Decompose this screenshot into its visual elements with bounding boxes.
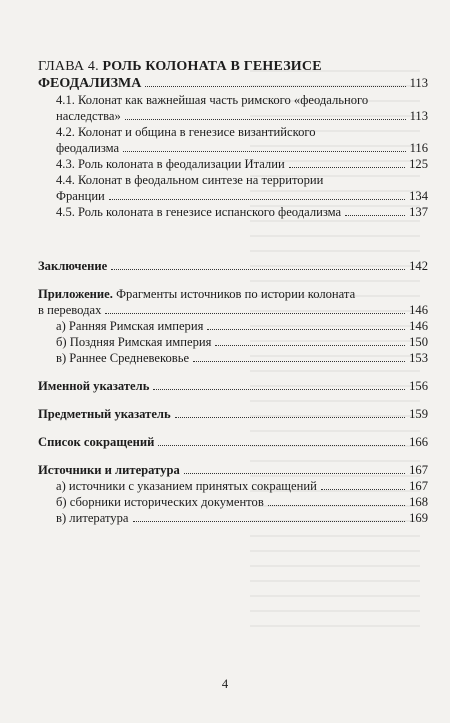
entry-text-cont: феодализма [56,141,120,155]
entry-text: Предметный указатель [38,407,171,421]
chapter-title-line2: ФЕОДАЛИЗМА [38,76,142,91]
leader-dots [145,86,405,87]
toc-entry-4-5 [38,204,428,220]
toc-entry-4-2 [38,124,428,156]
leader-dots [123,151,405,152]
toc-entry-sources-c [38,510,428,526]
entry-text: 4.4. Колонат в феодальном синтезе на территории [56,173,324,187]
page-ref: 167 [409,463,428,477]
toc-entry-sources [38,462,428,478]
entry-text: Именной указатель [38,379,150,393]
leader-dots [109,199,405,200]
table-of-contents [38,58,428,526]
leader-dots [175,417,405,418]
entry-text: Заключение [38,259,108,273]
toc-entry-abbreviations [38,434,428,450]
entry-text: Список сокращений [38,435,155,449]
page-number: 4 [221,677,229,691]
toc-entry-sources-b [38,494,428,510]
appendix-label-bold: Приложение. [38,287,113,301]
entry-text: Источники и литература [38,463,180,477]
leader-dots [215,345,405,346]
page-ref: 167 [409,479,428,493]
leader-dots [289,167,405,168]
chapter-4-heading [38,58,428,75]
leader-dots [153,389,405,390]
page-ref: 146 [409,319,428,333]
leader-dots [193,361,405,362]
leader-dots [321,489,405,490]
page-ref: 166 [409,435,428,449]
leader-dots [105,313,405,314]
appendix-label-rest: Фрагменты источников по истории колоната [116,287,356,301]
entry-text-cont: наследства» [56,109,121,123]
toc-entry-4-4 [38,172,428,204]
entry-text: в) литература [56,511,129,525]
entry-text: а) источники с указанием принятых сокращений [56,479,317,493]
toc-entry-subject-index [38,406,428,422]
toc-entry-appendix [38,286,428,318]
entry-text-cont: в переводах [38,303,102,317]
page-ref: 156 [409,379,428,393]
page-ref: 113 [409,76,428,90]
page-ref: 159 [409,407,428,421]
chapter-prefix: ГЛАВА 4. [38,59,99,74]
toc-entry-appendix-b [38,334,428,350]
page-ref: 150 [409,335,428,349]
leader-dots [184,473,405,474]
toc-entry-4-3 [38,156,428,172]
entry-text: б) Поздняя Римская империя [56,335,212,349]
page-ref: 168 [409,495,428,509]
entry-text: б) сборники исторических документов [56,495,264,509]
entry-text: 4.5. Роль колоната в генезисе испанского феодализма [56,205,342,219]
entry-text: 4.1. Колонат как важнейшая часть римского «феодального [56,93,369,107]
chapter-title-line1: РОЛЬ КОЛОНАТА В ГЕНЕЗИСЕ [102,59,322,74]
toc-entry-appendix-a [38,318,428,334]
leader-dots [125,119,406,120]
toc-entry-sources-a [38,478,428,494]
toc-entry-name-index [38,378,428,394]
page-ref: 137 [409,205,428,219]
leader-dots [111,269,405,270]
page-ref: 134 [409,189,428,203]
toc-entry-appendix-c [38,350,428,366]
page-ref: 125 [409,157,428,171]
page-ref: 142 [409,259,428,273]
leader-dots [158,445,405,446]
entry-text-cont: Франции [56,189,105,203]
leader-dots [345,215,405,216]
entry-text: а) Ранняя Римская империя [56,319,204,333]
toc-entry-conclusion [38,258,428,274]
entry-text: в) Раннее Средневековье [56,351,190,365]
leader-dots [207,329,405,330]
page-ref: 113 [409,109,428,123]
chapter-4-heading-line2 [38,75,428,92]
page-ref: 169 [409,511,428,525]
page-ref: 116 [409,141,428,155]
page-ref: 153 [409,351,428,365]
toc-entry-4-1 [38,92,428,124]
entry-text: 4.2. Колонат и община в генезисе византийского [56,125,316,139]
leader-dots [133,521,406,522]
entry-text: 4.3. Роль колоната в феодализации Италии [56,157,285,171]
page-ref: 146 [409,303,428,317]
leader-dots [268,505,405,506]
